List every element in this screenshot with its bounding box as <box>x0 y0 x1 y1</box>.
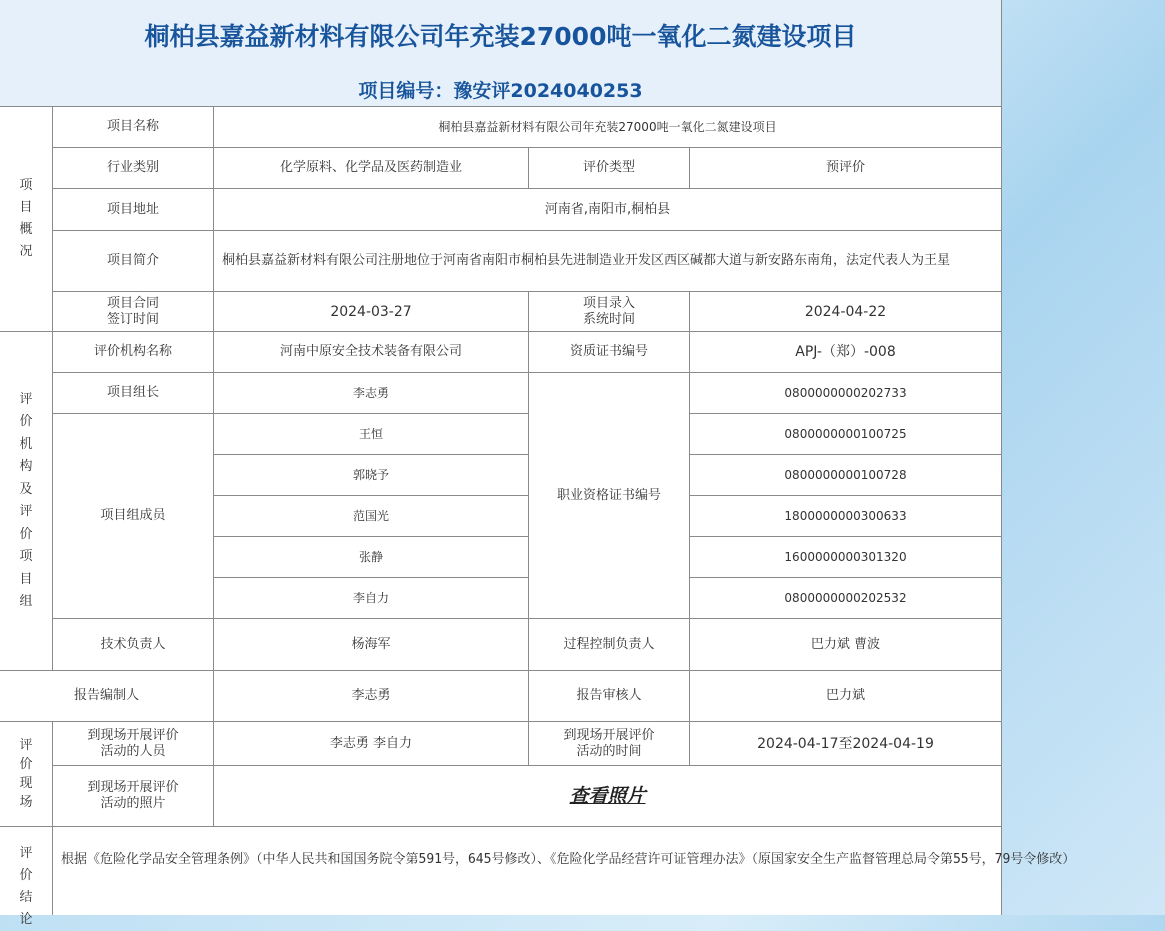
section-char: 评 <box>19 504 33 519</box>
label-line: 项目录入 <box>582 295 635 311</box>
org-name-label: 评价机构名称 <box>53 332 214 373</box>
member-name: 李自力 <box>214 578 529 619</box>
entry-date-label <box>529 292 690 332</box>
qualification-number: 0800000000100725 <box>690 414 1001 455</box>
section-char: 组 <box>19 594 33 609</box>
project-number: 项目编号：豫安评2024040253 <box>358 80 643 102</box>
section-char: 场 <box>19 795 33 810</box>
qualification-number: 1800000000300633 <box>690 496 1001 537</box>
section-agency-label <box>0 332 53 671</box>
section-char: 结 <box>19 890 33 905</box>
section-char: 评 <box>19 846 33 861</box>
report-author-label: 报告编制人 <box>0 671 214 722</box>
label-line: 到现场开展评价 <box>87 727 179 743</box>
address-value: 河南省,南阳市,桐柏县 <box>214 189 1001 231</box>
process-control-value: 巴力斌 曹波 <box>690 619 1001 671</box>
label-line: 活动的时间 <box>576 743 642 759</box>
member-name: 郭晓予 <box>214 455 529 496</box>
section-char: 价 <box>19 414 33 429</box>
qualification-number-label: 职业资格证书编号 <box>529 373 690 619</box>
project-title: 桐柏县嘉益新材料有限公司年充装27000吨一氧化二氮建设项目 <box>144 22 857 51</box>
view-photos-link[interactable]: 查看照片 <box>569 785 646 807</box>
section-char: 评 <box>19 391 33 407</box>
label-line: 活动的照片 <box>100 796 166 811</box>
section-conclusion-label <box>0 827 53 927</box>
site-photo-label <box>53 766 214 827</box>
section-site-label <box>0 722 53 827</box>
label-line: 活动的人员 <box>100 743 166 759</box>
section-overview-label <box>0 107 53 332</box>
industry-value: 化学原料、化学品及医药制造业 <box>214 148 529 189</box>
intro-label: 项目简介 <box>53 231 214 292</box>
section-char: 价 <box>19 868 33 883</box>
report-reviewer-value: 巴力斌 <box>690 671 1001 722</box>
section-char: 评 <box>19 738 33 753</box>
site-people-label <box>53 722 214 766</box>
section-char: 现 <box>19 776 33 791</box>
qualification-number: 0800000000202733 <box>690 373 1001 414</box>
member-name: 范国光 <box>214 496 529 537</box>
label-line: 到现场开展评价 <box>563 727 655 743</box>
contract-date-value: 2024-03-27 <box>214 292 529 332</box>
leader-name: 李志勇 <box>214 373 529 414</box>
eval-type-label: 评价类型 <box>529 148 690 189</box>
site-time-label <box>529 722 690 766</box>
section-char: 价 <box>19 526 33 542</box>
contract-date-label <box>53 292 214 332</box>
section-char: 目 <box>19 200 33 215</box>
site-time-value: 2024-04-17至2024-04-19 <box>690 722 1001 766</box>
section-char: 机 <box>19 436 33 452</box>
member-name: 张静 <box>214 537 529 578</box>
conclusion-text: 根据《危险化学品安全管理条例》（中华人民共和国国务院令第591号，645号修改）、《危险化学品经营许可证管理办法》（原国家安全生产监督管理总局令第55号，79号令修改） <box>61 852 1076 867</box>
label-line: 签订时间 <box>106 311 159 327</box>
section-char: 及 <box>19 481 33 497</box>
site-people-value: 李志勇 李自力 <box>214 722 529 766</box>
project-name-value: 桐柏县嘉益新材料有限公司年充装27000吨一氧化二氮建设项目 <box>214 107 1001 148</box>
section-char: 目 <box>19 571 33 587</box>
label-line: 项目合同 <box>106 295 159 311</box>
cert-number-value: APJ-（郑）-008 <box>690 332 1001 373</box>
leader-label: 项目组长 <box>53 373 214 414</box>
cert-number-label: 资质证书编号 <box>529 332 690 373</box>
section-char: 构 <box>19 459 33 474</box>
intro-value: 桐柏县嘉益新材料有限公司注册地位于河南省南阳市桐柏县先进制造业开发区西区碱都大道与新安路东南角，法定代表人为王星 <box>214 231 1001 292</box>
tech-lead-value: 杨海军 <box>214 619 529 671</box>
address-label: 项目地址 <box>53 189 214 231</box>
section-char: 项 <box>19 178 33 193</box>
site-photo-cell <box>214 766 1001 827</box>
qualification-number: 0800000000100728 <box>690 455 1001 496</box>
section-char: 况 <box>19 244 33 259</box>
label-line: 系统时间 <box>582 311 635 327</box>
entry-date-value: 2024-04-22 <box>690 292 1001 332</box>
industry-label: 行业类别 <box>53 148 214 189</box>
tech-lead-label: 技术负责人 <box>53 619 214 671</box>
report-author-value: 李志勇 <box>214 671 529 722</box>
page-header <box>0 0 1001 107</box>
section-char: 价 <box>19 757 33 772</box>
project-name-label: 项目名称 <box>53 107 214 148</box>
member-name: 王恒 <box>214 414 529 455</box>
qualification-number: 0800000000202532 <box>690 578 1001 619</box>
eval-type-value: 预评价 <box>690 148 1001 189</box>
qualification-number: 1600000000301320 <box>690 537 1001 578</box>
section-char: 论 <box>19 912 33 927</box>
process-control-label: 过程控制负责人 <box>529 619 690 671</box>
org-name-value: 河南中原安全技术装备有限公司 <box>214 332 529 373</box>
report-reviewer-label: 报告审核人 <box>529 671 690 722</box>
section-char: 概 <box>19 222 33 237</box>
members-label: 项目组成员 <box>53 414 214 619</box>
section-char: 项 <box>19 549 33 564</box>
label-line: 到现场开展评价 <box>87 780 179 795</box>
